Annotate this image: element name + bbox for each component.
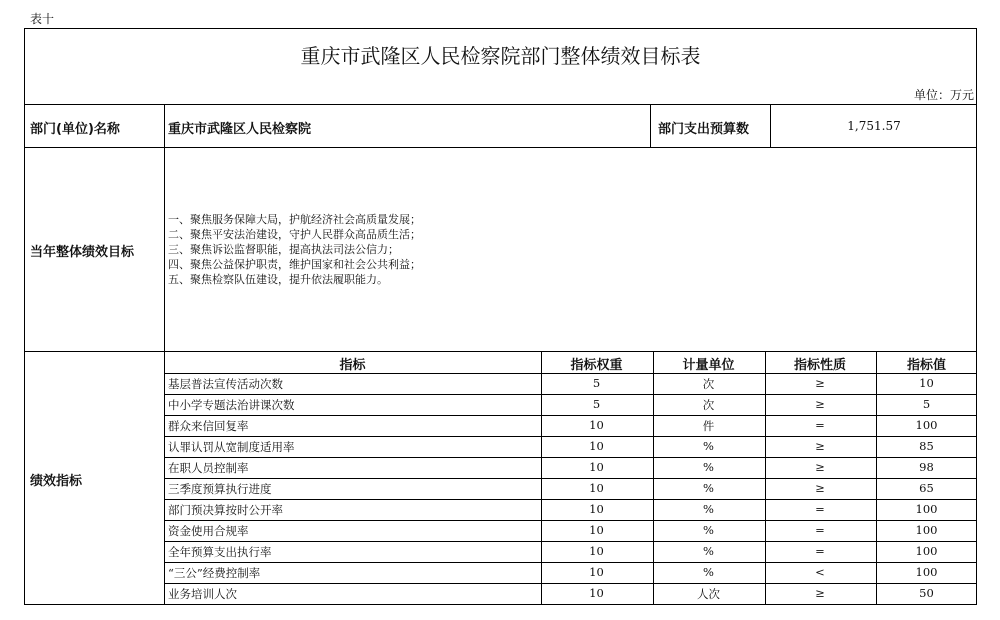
rule-below-title [24, 104, 977, 105]
goal-line: 二、聚焦平安法治建设，守护人民群众高品质生活； [168, 228, 421, 241]
rule-weight-column [541, 351, 542, 605]
indicator-weight: 10 [589, 460, 604, 474]
indicator-name: 部门预决算按时公开率 [168, 503, 283, 517]
indicator-header-row [164, 352, 977, 373]
indicator-unit: 件 [702, 419, 715, 433]
rule-value-column [876, 351, 877, 605]
table-row [164, 457, 977, 478]
indicator-weight: 5 [592, 376, 601, 390]
indicator-name: “三公”经费控制率 [168, 566, 261, 580]
header-indicator: 指标 [339, 358, 366, 373]
indicator-value: 50 [919, 586, 934, 600]
indicator-value: 10 [919, 376, 934, 390]
indicators-label: 绩效指标 [30, 474, 83, 489]
indicator-unit: 人次 [697, 587, 720, 601]
rule-below-dept-row [24, 147, 977, 148]
table-row [164, 499, 977, 520]
indicator-weight: 10 [589, 523, 604, 537]
rule-dept-split [650, 104, 651, 147]
indicator-unit: % [703, 565, 714, 579]
indicator-value: 100 [915, 418, 938, 432]
rule-unit-column [653, 351, 654, 605]
indicator-nature: ≥ [815, 376, 825, 390]
indicator-nature: = [815, 544, 825, 558]
indicator-nature: = [815, 418, 825, 432]
table-row [164, 478, 977, 499]
table-row [164, 394, 977, 415]
indicator-name: 业务培训人次 [168, 587, 237, 601]
indicator-nature: ≥ [815, 397, 825, 411]
indicator-value: 100 [915, 523, 938, 537]
indicator-name: 基层普法宣传活动次数 [168, 377, 283, 391]
table-row [164, 583, 977, 604]
indicator-nature: = [815, 523, 825, 537]
budget-value: 1,751.57 [847, 119, 901, 133]
table-row [164, 373, 977, 394]
dept-name-label: 部门(单位)名称 [30, 122, 120, 137]
goal-line: 五、聚焦检察队伍建设，提升依法履职能力。 [168, 273, 388, 286]
indicator-unit: % [703, 481, 714, 495]
budget-label: 部门支出预算数 [658, 122, 750, 137]
header-nature: 指标性质 [793, 358, 846, 373]
indicator-value: 85 [919, 439, 934, 453]
indicator-nature: ≥ [815, 586, 825, 600]
indicator-value: 100 [915, 544, 938, 558]
table-row [164, 562, 977, 583]
header-weight: 指标权重 [570, 358, 623, 373]
indicator-value: 5 [922, 397, 931, 411]
indicator-nature: ≥ [815, 460, 825, 474]
indicator-name: 群众来信回复率 [168, 419, 249, 433]
annual-goal-list [168, 212, 421, 287]
indicator-value: 98 [919, 460, 934, 474]
indicator-nature: ≥ [815, 481, 825, 495]
goal-line: 四、聚焦公益保护职责，维护国家和社会公共利益； [168, 258, 421, 271]
indicator-name: 在职人员控制率 [168, 461, 249, 475]
indicator-value: 100 [915, 565, 938, 579]
indicator-unit: 次 [702, 398, 715, 412]
indicator-unit: % [703, 502, 714, 516]
indicator-unit: 次 [702, 377, 715, 391]
table-row [164, 541, 977, 562]
indicator-value: 65 [919, 481, 934, 495]
header-value: 指标值 [906, 358, 946, 373]
indicator-name: 资金使用合规率 [168, 524, 249, 538]
page-title: 重庆市武隆区人民检察院部门整体绩效目标表 [300, 44, 701, 68]
indicator-name: 中小学专题法治讲课次数 [168, 398, 295, 412]
indicator-weight: 10 [589, 418, 604, 432]
indicator-nature: < [815, 565, 825, 579]
table-row [164, 520, 977, 541]
indicator-value: 100 [915, 502, 938, 516]
header-unit: 计量单位 [682, 358, 735, 373]
unit-note: 单位：万元 [913, 88, 974, 102]
indicator-unit: % [703, 460, 714, 474]
indicator-unit: % [703, 439, 714, 453]
indicator-unit: % [703, 523, 714, 537]
indicator-weight: 10 [589, 439, 604, 453]
indicator-weight: 10 [589, 586, 604, 600]
indicator-name: 认罪认罚从宽制度适用率 [168, 440, 295, 454]
indicator-weight: 10 [589, 544, 604, 558]
indicator-nature: = [815, 502, 825, 516]
annual-goal-label: 当年整体绩效目标 [30, 245, 135, 260]
indicator-weight: 10 [589, 565, 604, 579]
indicator-name: 全年预算支出执行率 [168, 545, 272, 559]
goal-line: 一、聚焦服务保障大局，护航经济社会高质量发展； [168, 213, 421, 226]
table-number-label: 表十 [30, 12, 55, 26]
rule-nature-column [765, 351, 766, 605]
indicator-weight: 5 [592, 397, 601, 411]
table-row [164, 415, 977, 436]
indicator-unit: % [703, 544, 714, 558]
dept-name-value: 重庆市武隆区人民检察院 [168, 122, 312, 137]
indicator-weight: 10 [589, 502, 604, 516]
goal-line: 三、聚焦诉讼监督职能，提高执法司法公信力； [168, 243, 399, 256]
indicator-nature: ≥ [815, 439, 825, 453]
table-row [164, 436, 977, 457]
indicator-name: 三季度预算执行进度 [168, 482, 272, 496]
indicator-weight: 10 [589, 481, 604, 495]
